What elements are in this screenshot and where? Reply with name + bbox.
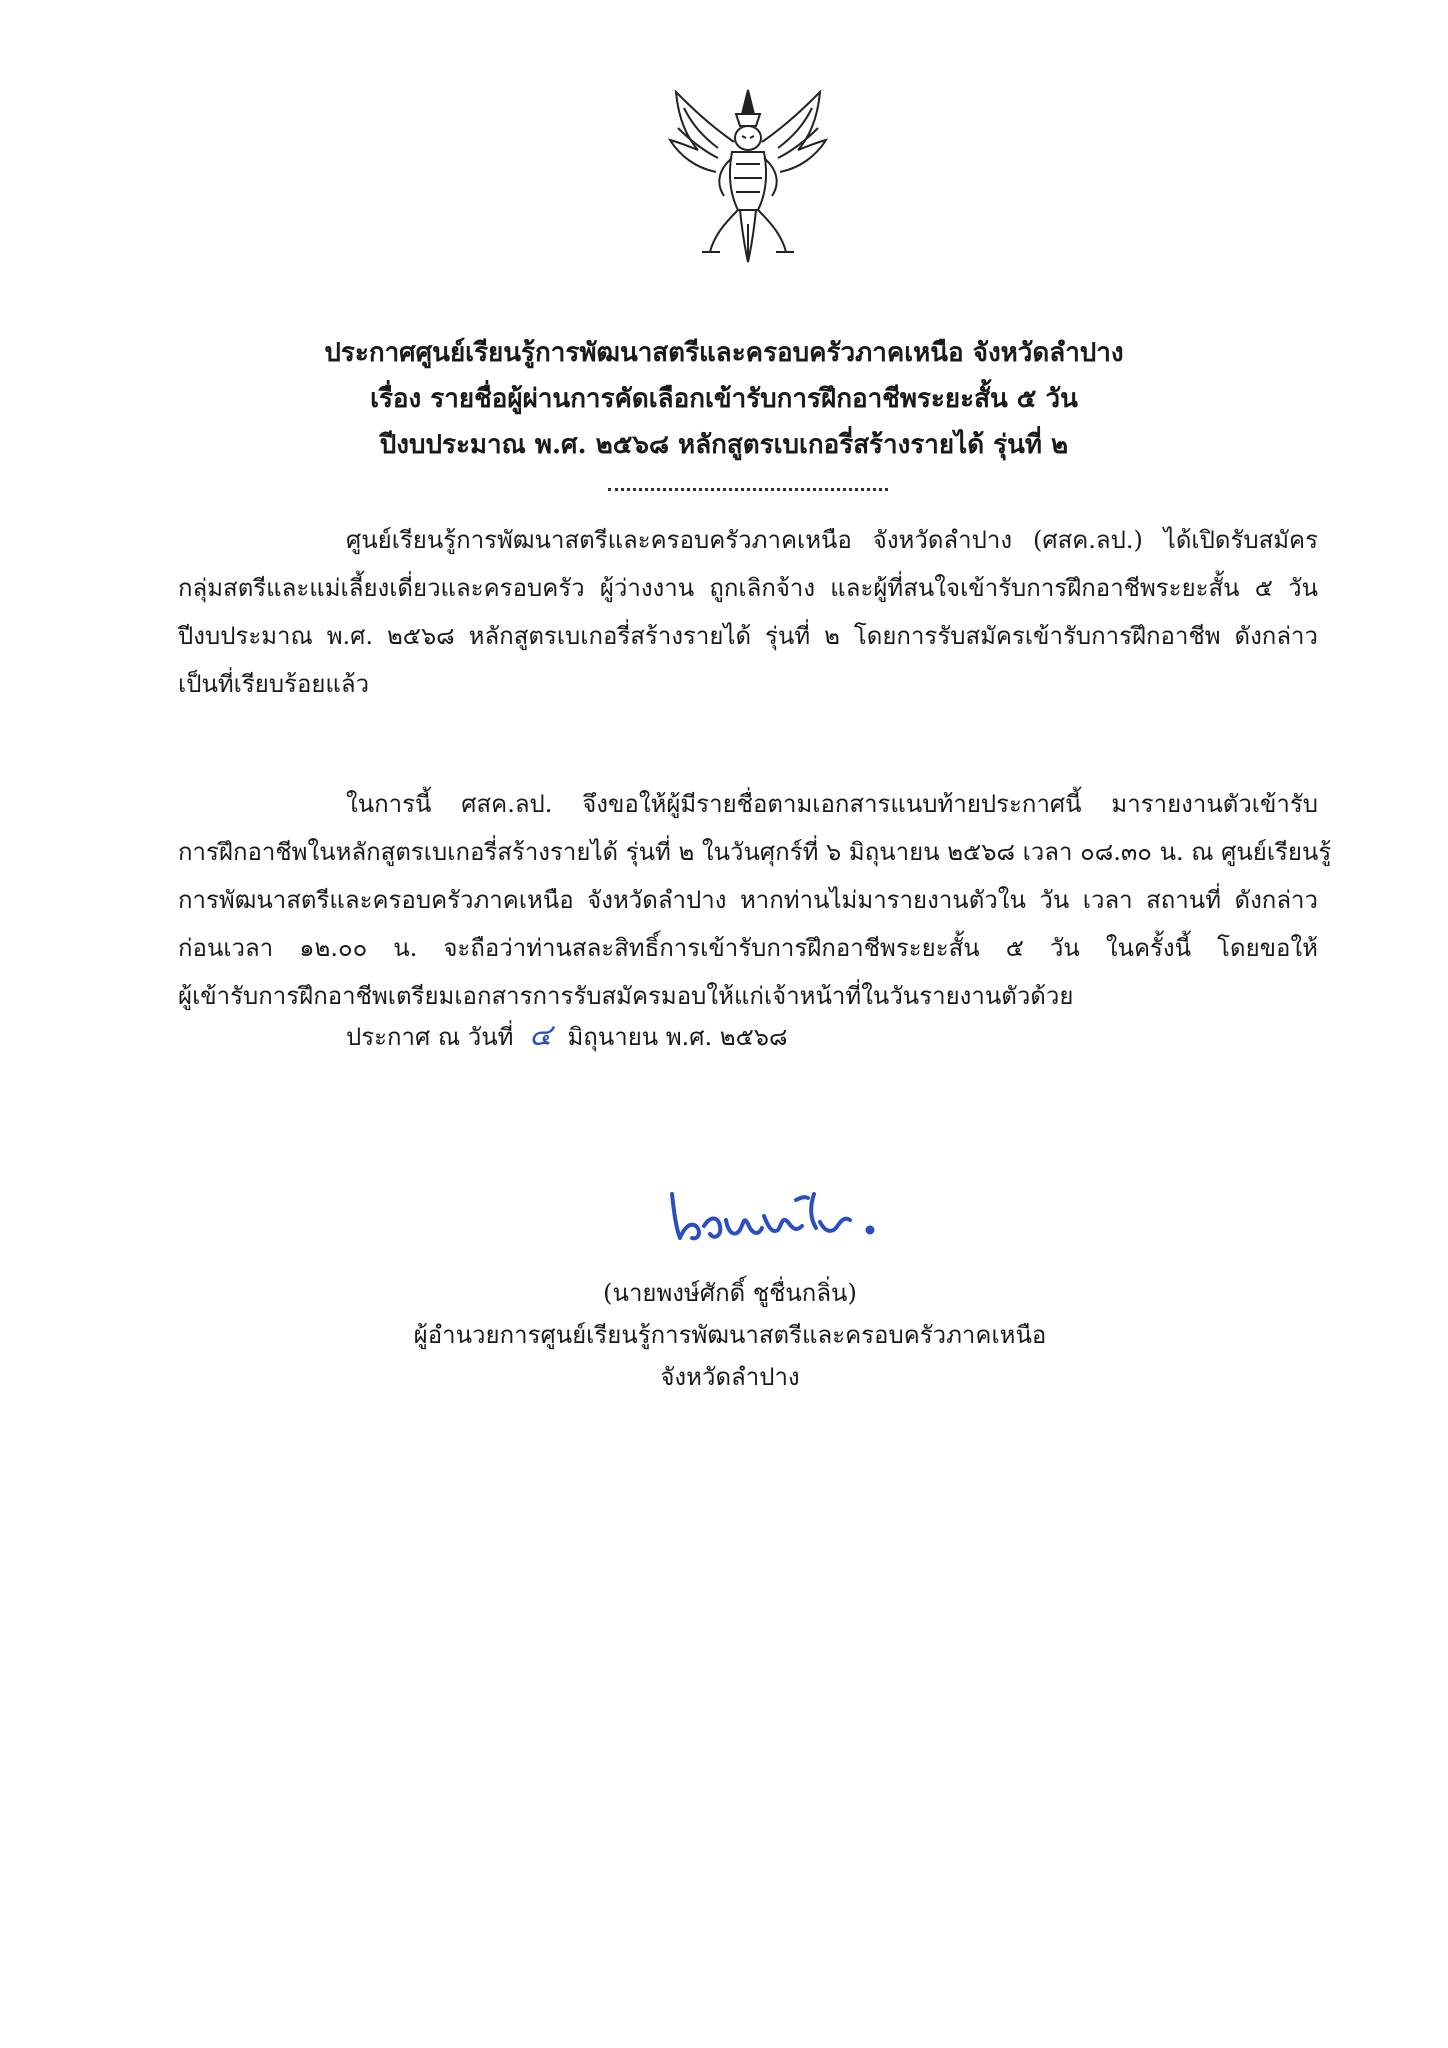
- dotted-divider: [608, 488, 888, 491]
- signatory-position: ผู้อำนวยการศูนย์เรียนรู้การพัฒนาสตรีและครอบครัวภาคเหนือ: [413, 1321, 1047, 1349]
- handwritten-signature-icon: [664, 1176, 884, 1256]
- announcement-subject-detail: ปีงบประมาณ พ.ศ. ๒๕๖๘ หลักสูตรเบเกอรี่สร้างรายได้ รุ่นที่ ๒: [379, 430, 1069, 460]
- signatory-block: [380, 1272, 1080, 1398]
- paragraph-line: ในการนี้ ศสค.ลป. จึงขอให้ผู้มีรายชื่อตามเอกสารแนบท้ายประกาศนี้ มารายงานตัวเข้ารับ: [346, 790, 1318, 818]
- paragraph-line: ก่อนเวลา ๑๒.๐๐ น. จะถือว่าท่านสละสิทธิ์การเข้ารับการฝึกอาชีพระยะสั้น ๕ วัน ในครั้งนี้ โดยขอให้: [178, 934, 1318, 962]
- announcement-header: [180, 330, 1268, 468]
- garuda-emblem-icon: [658, 84, 838, 274]
- body-paragraph-1: [178, 516, 1318, 708]
- announcement-date: [346, 1012, 788, 1059]
- date-prefix: ประกาศ ณ วันที่: [346, 1023, 514, 1051]
- date-day-handwritten: ๔: [529, 1018, 552, 1053]
- announcement-subject: เรื่อง รายชื่อผู้ผ่านการคัดเลือกเข้ารับการฝึกอาชีพระยะสั้น ๕ วัน: [370, 384, 1078, 414]
- signatory-province: จังหวัดลำปาง: [660, 1363, 800, 1391]
- announcement-title: ประกาศศูนย์เรียนรู้การพัฒนาสตรีและครอบครัวภาคเหนือ จังหวัดลำปาง: [324, 338, 1124, 368]
- paragraph-line: ผู้เข้ารับการฝึกอาชีพเตรียมเอกสารการรับสมัครมอบให้แก่เจ้าหน้าที่ในวันรายงานตัวด้วย: [178, 982, 1074, 1010]
- paragraph-line: การฝึกอาชีพในหลักสูตรเบเกอรี่สร้างรายได้ รุ่นที่ ๒ ในวันศุกร์ที่ ๖ มิถุนายน ๒๕๖๘ เวลา ๐๘.๓๐ น. ณ ศูนย์เรียนรู้: [178, 838, 1332, 866]
- body-paragraph-2: [178, 780, 1332, 1020]
- paragraph-line: เป็นที่เรียบร้อยแล้ว: [178, 670, 370, 698]
- paragraph-line: ศูนย์เรียนรู้การพัฒนาสตรีและครอบครัวภาคเหนือ จังหวัดลำปาง (ศสค.ลป.) ได้เปิดรับสมัคร: [346, 526, 1318, 554]
- signatory-name: (นายพงษ์ศักดิ์ ชูชื่นกลิ่น): [603, 1279, 857, 1307]
- paragraph-line: ปีงบประมาณ พ.ศ. ๒๕๖๘ หลักสูตรเบเกอรี่สร้างรายได้ รุ่นที่ ๒ โดยการรับสมัครเข้ารับการฝึกอาชีพ ดังกล่าว: [178, 622, 1318, 650]
- paragraph-line: การพัฒนาสตรีและครอบครัวภาคเหนือ จังหวัดลำปาง หากท่านไม่มารายงานตัวใน วัน เวลา สถานที่ ดังกล่าว: [178, 886, 1318, 914]
- paragraph-line: กลุ่มสตรีและแม่เลี้ยงเดี่ยวและครอบครัว ผู้ว่างงาน ถูกเลิกจ้าง และผู้ที่สนใจเข้ารับการฝึกอาชีพระยะสั้น ๕ วัน: [178, 574, 1318, 602]
- date-suffix: มิถุนายน พ.ศ. ๒๕๖๘: [567, 1023, 788, 1051]
